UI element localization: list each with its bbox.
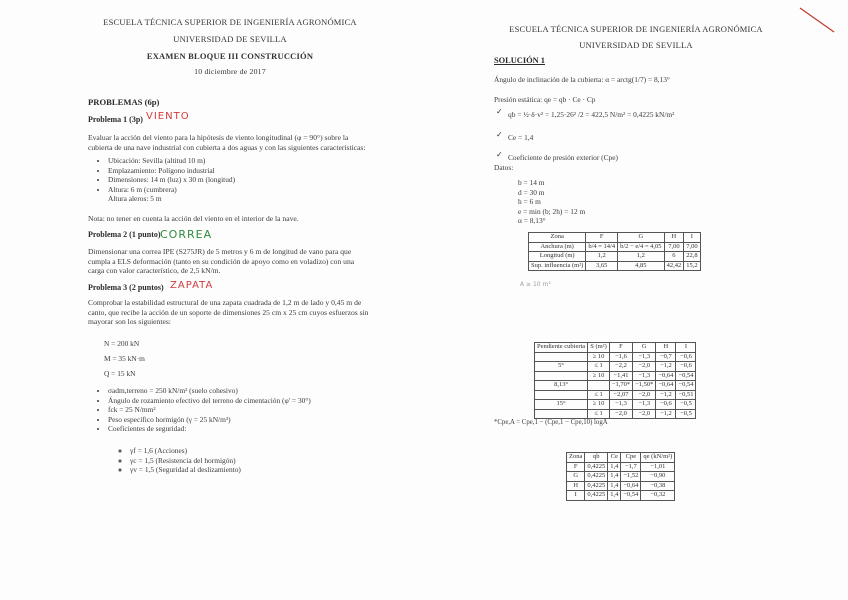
university-name: UNIVERSIDAD DE SEVILLA <box>579 40 693 50</box>
table-row: ≥ 10 −1,41 −1,3 −0,64 −0,54 <box>535 371 696 381</box>
table-row: ≥ 10 −1,6 −1,3 −0,7 −0,6 <box>535 352 696 362</box>
list-item: • Ángulo de rozamiento efectivo del terreno de cimentación (φ' = 30°) <box>108 396 378 406</box>
list-item: • Emplazamiento: Polígono industrial <box>108 166 378 176</box>
zone-table <box>528 232 701 271</box>
ce-value: Ce = 1,4 <box>508 133 534 142</box>
list-item: • fck = 25 N/mm² <box>108 405 378 415</box>
list-item: e = min (b; 2h) = 12 m <box>518 206 586 216</box>
list-item: • Altura: 6 m (cumbrera) <box>108 185 378 195</box>
handwritten-note: A ≥ 10 m² <box>520 281 551 288</box>
axial-load: N = 200 kN <box>104 339 140 348</box>
list-item: b = 14 m <box>518 178 545 187</box>
table-row: ≤ 1 −2,07 −2,0 −1,2 −0,51 <box>535 390 696 400</box>
problem-3-statement: Comprobar la estabilidad estructural de una zapata cuadrada de 1,2 m de lado y 0,45 m de canto, que recibe la acción de un soporte de dimensiones 25 cm x 25 cm cuyos esfuerzos sin mayorar son los siguientes: <box>88 298 369 327</box>
problems-title: PROBLEMAS (6p) <box>88 97 160 107</box>
list-item: Altura aleros: 5 m <box>108 194 162 204</box>
list-item: h = 6 m <box>518 197 541 206</box>
check-mark-icon: ✓ <box>496 107 503 116</box>
table-row: Longitud (m) 1,2 1,2 6 22,8 <box>529 252 701 262</box>
cpe-table <box>534 342 696 419</box>
problem-1-title: Problema 1 (3p) <box>88 115 143 124</box>
problem-3-title: Problema 3 (2 puntos) <box>88 283 164 292</box>
table-row: Zona F G H I <box>529 233 701 243</box>
school-name: ESCUELA TÉCNICA SUPERIOR DE INGENIERÍA AGRONÓMICA <box>103 17 357 27</box>
qb-formula: qb = ½·δ·v² = 1,25·26² /2 = 422,5 N/m² = 0,4225 kN/m² <box>508 110 675 119</box>
table-row: Zona qb Ce Cpe qe (kN/m²) <box>567 453 675 463</box>
problem-3-parameters <box>96 386 378 434</box>
bending-moment: M = 35 kN·m <box>104 354 145 363</box>
list-item: • σadm,terreno = 250 kN/m² (suelo cohesivo) <box>108 386 378 396</box>
table-row: ≤ 1 −2,0 −2,0 −1,2 −0,5 <box>535 409 696 419</box>
exam-title: EXAMEN BLOQUE III CONSTRUCCIÓN <box>146 51 314 61</box>
list-item: • Coeficientes de seguridad: <box>108 424 378 434</box>
table-row: Pendiente cubierta S (m²) F G H I <box>535 343 696 353</box>
problem-3-handwritten-label: ZAPATA <box>170 280 214 291</box>
static-pressure: Presión estática: qe = qb · Ce · Cp <box>494 95 596 104</box>
table-row: F 0,4225 1,4 −1,7 −1,01 <box>567 462 675 472</box>
list-item: • Peso específico hormigón (γ = 25 kN/m³) <box>108 415 378 425</box>
cpe-interpolation-formula: *Cpe,A = Cpe,1 − (Cpe,1 − Cpe,10) logA <box>494 419 608 426</box>
table-row: I 0,4225 1,4 −0,54 −0,32 <box>567 491 675 501</box>
table-row: Sup. influencia (m²) 3,65 4,85 42,42 15,2 <box>529 261 701 271</box>
problem-2-handwritten-label: CORREA <box>160 228 213 241</box>
list-item: ◦ γf = 1,6 (Acciones) <box>130 446 370 456</box>
solution-title: SOLUCIÓN 1 <box>494 56 545 65</box>
external-pressure-table <box>566 452 675 501</box>
table-row: G 0,4225 1,4 −1,52 −0,90 <box>567 472 675 482</box>
shear-force: Q = 15 kN <box>104 369 136 378</box>
solution-page <box>424 0 848 600</box>
list-item: ◦ γc = 1,5 (Resistencia del hormigón) <box>130 456 370 466</box>
problem-1-note: Nota: no tener en cuenta la acción del viento en el interior de la nave. <box>88 214 299 223</box>
table-row: H 0,4225 1,4 −0,64 −0,38 <box>567 481 675 491</box>
university-name: UNIVERSIDAD DE SEVILLA <box>173 34 287 44</box>
list-item: ◦ γv = 1,5 (Seguridad al deslizamiento) <box>130 465 370 475</box>
problem-1-handwritten-label: VIENTO <box>146 111 190 122</box>
list-item: • Ubicación: Sevilla (altitud 10 m) <box>108 156 378 166</box>
cpe-heading: Coeficiente de presión exterior (Cpe) <box>508 153 618 162</box>
list-item: d = 30 m <box>518 187 545 197</box>
problem-1-statement: Evaluar la acción del viento para la hipótesis de viento longitudinal (φ = 90°) sobre la cubierta de una nave industrial con cubierta a dos aguas y con las siguientes características: <box>88 133 366 152</box>
school-name: ESCUELA TÉCNICA SUPERIOR DE INGENIERÍA AGRONÓMICA <box>509 24 763 34</box>
table-row: Anchura (m) b/4 = 14/4 b/2 − e/4 = 4,05 7,00 7,00 <box>529 242 701 252</box>
table-row: 8,13° −1,70* −1,50* −0,64 −0,54 <box>535 381 696 391</box>
problem-1-characteristics <box>96 156 378 204</box>
data-heading: Datos: <box>494 163 514 172</box>
problem-2-title: Problema 2 (1 punto) <box>88 230 161 239</box>
safety-coefficients <box>118 446 370 475</box>
table-row: 15° ≥ 10 −1,3 −1,3 −0,6 −0,5 <box>535 400 696 410</box>
roof-angle: Ángulo de inclinación de la cubierta: α = arctg(1/7) = 8,13° <box>494 75 670 84</box>
data-list <box>518 178 585 226</box>
list-item: • Dimensiones: 14 m (luz) x 30 m (longitud) <box>108 175 378 185</box>
table-row: 5° ≤ 1 −2,2 −2,0 −1,2 −0,6 <box>535 362 696 372</box>
pen-stroke-icon <box>798 4 840 36</box>
list-item: α = 8,13° <box>518 216 546 225</box>
exam-date: 10 diciembre de 2017 <box>194 67 266 76</box>
problem-2-statement: Dimensionar una correa IPE (S275JR) de 5 metros y 6 m de longitud de vano para que cumpla a ELS deformación (tanto en su condición de apoyo como en voladizo) con una carga con valor característico, de 2,5 kN/m. <box>88 247 355 276</box>
check-mark-icon: ✓ <box>496 150 503 159</box>
check-mark-icon: ✓ <box>496 130 503 139</box>
